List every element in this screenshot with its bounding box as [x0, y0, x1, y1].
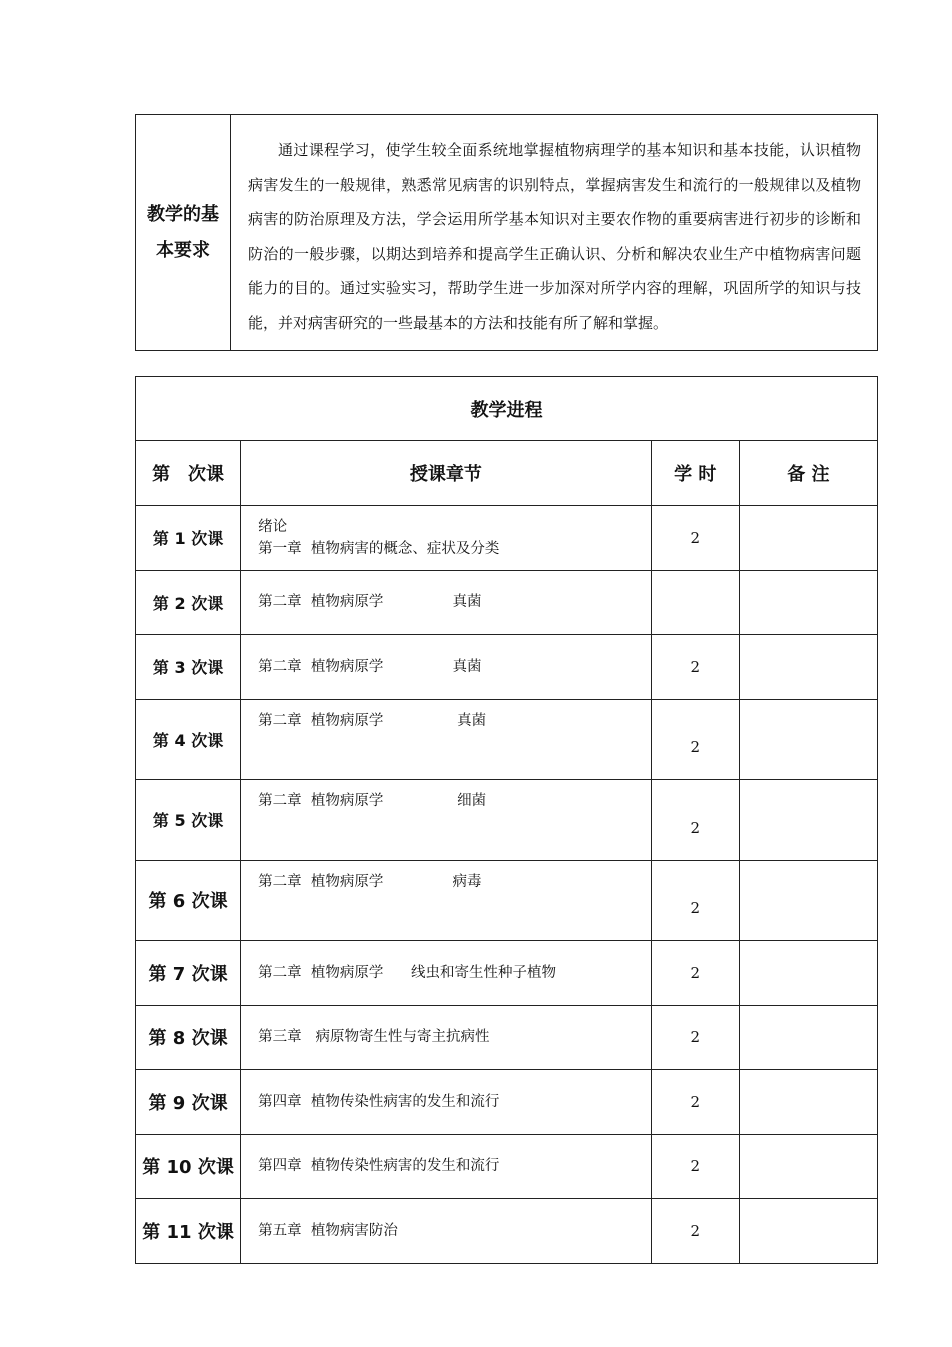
chapter-line1: 第四章 植物传染性病害的发生和流行 — [258, 1093, 500, 1110]
lesson-hours: 2 — [651, 699, 739, 780]
chapter-line1: 绪论 — [258, 518, 288, 535]
lesson-note — [739, 941, 877, 1006]
requirements-label — [136, 115, 231, 351]
requirements-label-line1: 教学的基 — [147, 203, 219, 225]
lesson-chapter — [241, 1199, 652, 1264]
lesson-note — [739, 1070, 877, 1135]
lesson-hours: 2 — [651, 780, 739, 861]
lesson-number: 第 9 次课 — [136, 1070, 241, 1135]
header-note: 备 注 — [739, 441, 877, 506]
chapter-line1: 第五章 植物病害防治 — [258, 1222, 398, 1239]
lesson-hours: 2 — [651, 1134, 739, 1199]
lesson-number: 第 8 次课 — [136, 1005, 241, 1070]
lesson-chapter — [241, 780, 652, 861]
lesson-note — [739, 860, 877, 941]
lesson-note — [739, 1199, 877, 1264]
chapter-line1: 第二章 植物病原学 真菌 — [258, 712, 487, 729]
lesson-row — [136, 570, 878, 635]
chapter-line1: 第三章 病原物寄生性与寄主抗病性 — [258, 1029, 490, 1046]
lesson-row — [136, 780, 878, 861]
lesson-number: 第 1 次课 — [136, 506, 241, 571]
lesson-chapter — [241, 860, 652, 941]
lesson-chapter — [241, 941, 652, 1006]
lesson-number: 第 6 次课 — [136, 860, 241, 941]
lesson-note — [739, 780, 877, 861]
progress-title: 教学进程 — [136, 377, 878, 441]
chapter-line1: 第二章 植物病原学 病毒 — [258, 873, 482, 890]
lesson-hours: 2 — [651, 860, 739, 941]
lesson-row — [136, 1005, 878, 1070]
progress-header-row — [136, 441, 878, 506]
progress-table — [135, 376, 878, 1264]
lesson-chapter — [241, 699, 652, 780]
lesson-hours: 2 — [651, 1070, 739, 1135]
lesson-row — [136, 1199, 878, 1264]
lesson-hours — [651, 570, 739, 635]
lesson-note — [739, 1134, 877, 1199]
lesson-row — [136, 1070, 878, 1135]
lesson-row — [136, 1134, 878, 1199]
header-hours: 学 时 — [651, 441, 739, 506]
lesson-number: 第 5 次课 — [136, 780, 241, 861]
lesson-row — [136, 635, 878, 700]
requirements-text: 通过课程学习，使学生较全面系统地掌握植物病理学的基本知识和基本技能，认识植物病害发生的一般规律，熟悉常见病害的识别特点，掌握病害发生和流行的一般规律以及植物病害的防治原理及方法，学会运用所学基本知识对主要农作物的重要病害进行初步的诊断和防治的一般步骤，以期达到培养和提高学生正确认识、分析和解决农业生产中植物病害问题能力的目的。通过实验实习，帮助学生进一步加深对所学内容的理解，巩固所学的知识与技能，并对病害研究的一些最基本的方法和技能有所了解和掌握。 — [231, 115, 878, 351]
lesson-hours: 2 — [651, 635, 739, 700]
lesson-hours: 2 — [651, 1005, 739, 1070]
header-chapter: 授课章节 — [241, 441, 652, 506]
lesson-row — [136, 699, 878, 780]
requirements-table — [135, 114, 878, 351]
chapter-line1: 第二章 植物病原学 线虫和寄生性种子植物 — [258, 964, 557, 981]
lesson-row — [136, 506, 878, 571]
lesson-chapter — [241, 1005, 652, 1070]
chapter-line1: 第二章 植物病原学 细菌 — [258, 793, 487, 809]
header-lesson: 第 次课 — [136, 441, 241, 506]
lesson-chapter — [241, 635, 652, 700]
lesson-chapter — [241, 1134, 652, 1199]
lesson-chapter — [241, 1070, 652, 1135]
lesson-note — [739, 635, 877, 700]
lesson-row — [136, 941, 878, 1006]
chapter-line1: 第二章 植物病原学 真菌 — [258, 594, 482, 611]
lesson-note — [739, 506, 877, 571]
lesson-number: 第 7 次课 — [136, 941, 241, 1006]
lesson-note — [739, 1005, 877, 1070]
lesson-number: 第 4 次课 — [136, 699, 241, 780]
lesson-hours: 2 — [651, 941, 739, 1006]
chapter-line1: 第二章 植物病原学 真菌 — [258, 658, 482, 675]
lesson-note — [739, 570, 877, 635]
lesson-note — [739, 699, 877, 780]
lesson-chapter — [241, 506, 652, 571]
chapter-line1: 第四章 植物传染性病害的发生和流行 — [258, 1158, 500, 1175]
lesson-number: 第 2 次课 — [136, 570, 241, 635]
lesson-hours: 2 — [651, 506, 739, 571]
lesson-chapter — [241, 570, 652, 635]
requirements-label-line2: 本要求 — [156, 239, 210, 261]
lesson-number: 第 10 次课 — [136, 1134, 241, 1199]
lesson-row — [136, 860, 878, 941]
lesson-hours: 2 — [651, 1199, 739, 1264]
lesson-number: 第 3 次课 — [136, 635, 241, 700]
lesson-number: 第 11 次课 — [136, 1199, 241, 1264]
chapter-line2: 第一章 植物病害的概念、症状及分类 — [258, 540, 500, 557]
